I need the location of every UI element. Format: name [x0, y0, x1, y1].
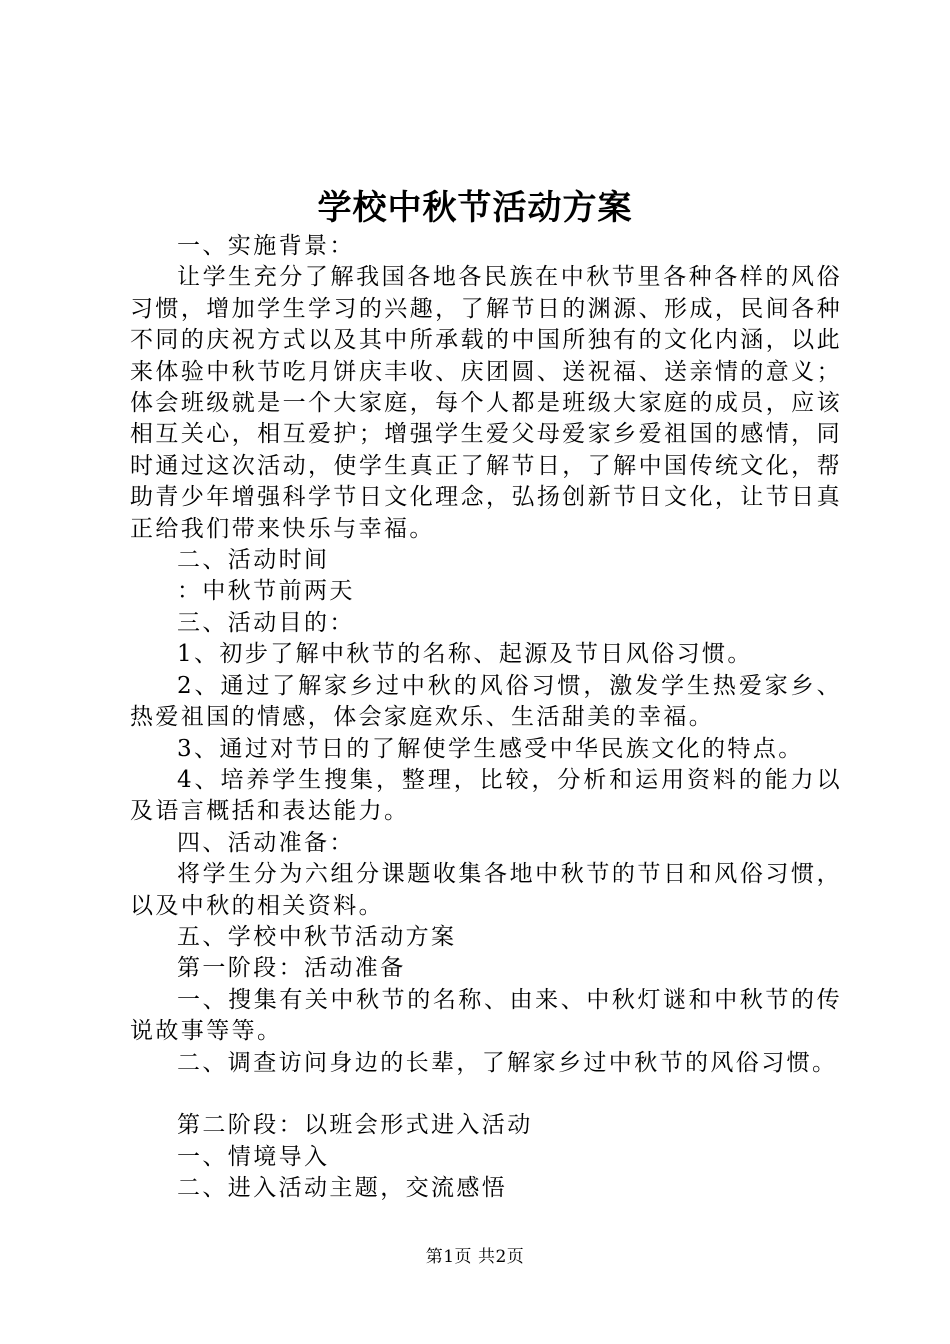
document-body — [130, 231, 842, 1205]
paragraph-background: 让学生充分了解我国各地各民族在中秋节里各种各样的风俗习惯，增加学生学习的兴趣，了解节日的渊源、形成，民间各种不同的庆祝方式以及其中所承载的中国所独有的文化内涵，以此来体验中秋节吃月饼庆丰收、庆团圆、送祝福、送亲情的意义；体会班级就是一个大家庭，每个人都是班级大家庭的成员，应该相互关心，相互爱护；增强学生爱父母爱家乡爱祖国的感情，同时通过这次活动，使学生真正了解节日，了解中国传统文化，帮助青少年增强科学节日文化理念，弘扬创新节日文化，让节日真正给我们带来快乐与幸福。 — [130, 264, 842, 542]
goal-item-3: 3、通过对节日的了解使学生感受中华民族文化的特点。 — [177, 735, 804, 762]
goal-item-2: 2、通过了解家乡过中秋的风俗习惯，激发学生热爱家乡、热爱祖国的情感，体会家庭欢乐、生活甜美的幸福。 — [130, 672, 842, 731]
paragraph-preparation: 将学生分为六组分课题收集各地中秋节的节日和风俗习惯，以及中秋的相关资料。 — [130, 861, 842, 919]
section-heading-preparation: 四、活动准备： — [177, 829, 355, 856]
section-heading-background: 一、实施背景： — [177, 233, 355, 259]
page-footer: 第1页 共2页 — [425, 1247, 525, 1267]
stage-1-item-2: 二、调查访问身边的长辈，了解家乡过中秋节的风俗习惯。 — [177, 1049, 838, 1076]
paragraph-time: ：中秋节前两天 — [177, 578, 355, 605]
blank-line — [130, 1079, 842, 1110]
section-heading-plan: 五、学校中秋节活动方案 — [177, 923, 457, 950]
stage-heading-1: 第一阶段：活动准备 — [177, 955, 406, 982]
goal-item-1: 1、初步了解中秋节的名称、起源及节日风俗习惯。 — [177, 641, 753, 668]
stage-1-item-1: 一、搜集有关中秋节的名称、由来、中秋灯谜和中秋节的传说故事等等。 — [130, 986, 842, 1045]
section-heading-time: 二、活动时间 — [177, 547, 330, 574]
document-title: 学校中秋节活动方案 — [317, 188, 633, 228]
stage-2-item-2: 二、进入活动主题，交流感悟 — [177, 1175, 508, 1202]
goal-item-4: 4、培养学生搜集，整理，比较，分析和运用资料的能力以及语言概括和表达能力。 — [130, 766, 842, 825]
stage-2-item-1: 一、情境导入 — [177, 1143, 330, 1170]
stage-heading-2: 第二阶段：以班会形式进入活动 — [177, 1112, 533, 1139]
section-heading-goals: 三、活动目的： — [177, 609, 355, 636]
